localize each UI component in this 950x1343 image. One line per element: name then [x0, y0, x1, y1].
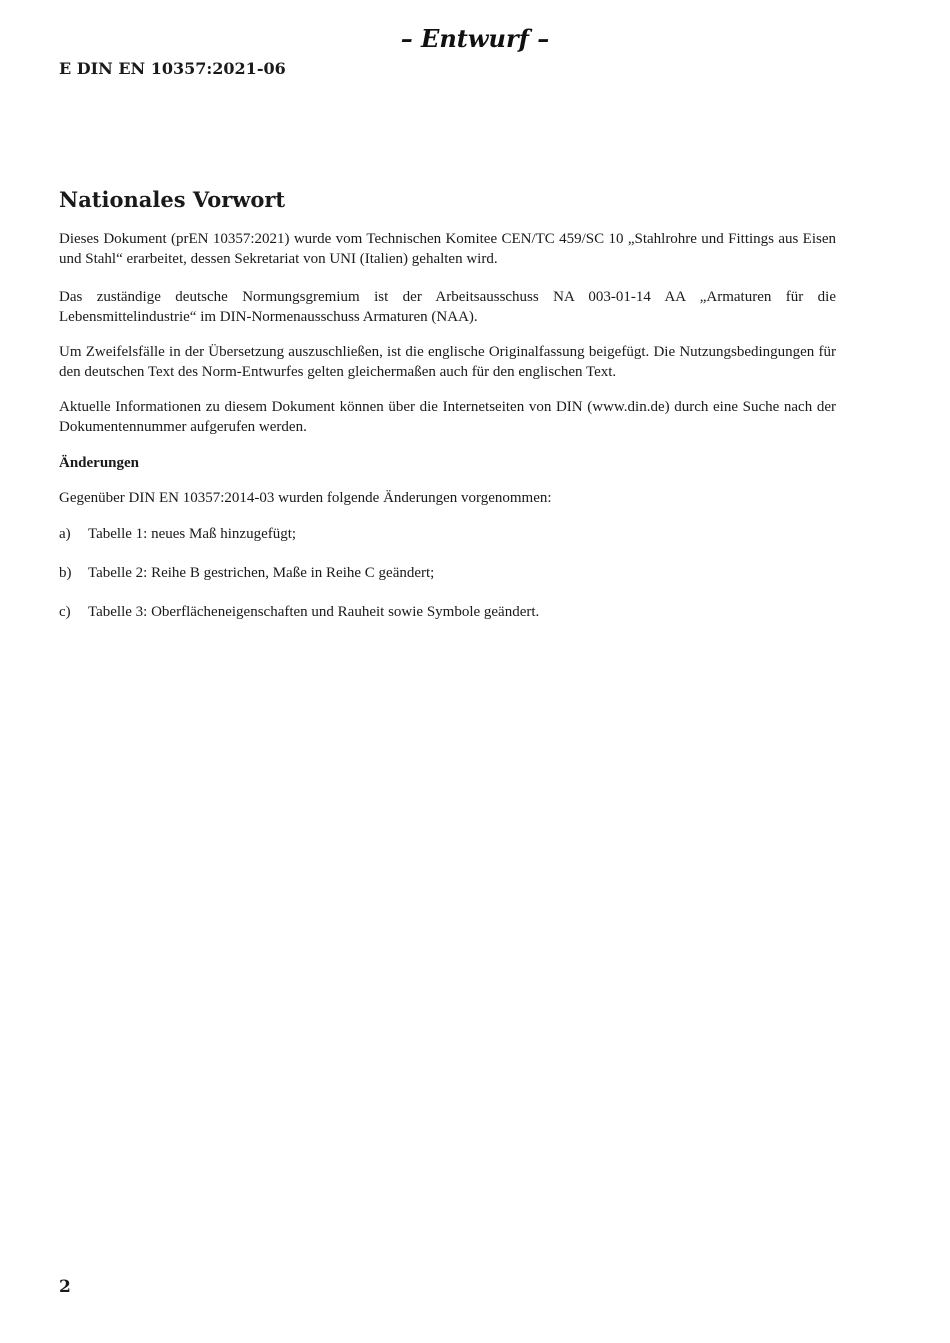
section-title: Nationales Vorwort	[59, 187, 286, 212]
document-id: E DIN EN 10357:2021-06	[59, 59, 286, 78]
list-item	[59, 525, 836, 545]
changes-list	[59, 525, 836, 623]
list-marker: c)	[59, 603, 71, 620]
draft-watermark: – Entwurf –	[400, 24, 550, 53]
foreword-paragraph: Das zuständige deutsche Normungsgremium ist der Arbeitsausschuss NA 003-01-14 AA „Armaturen für die Lebensmittelindustrie“ im DIN-Normenausschuss Armaturen (NAA).	[59, 289, 836, 325]
list-item-text: Tabelle 3: Oberflächeneigenschaften und Rauheit sowie Symbole geändert.	[88, 603, 540, 620]
changes-intro: Gegenüber DIN EN 10357:2014-03 wurden folgende Änderungen vorgenommen:	[59, 490, 552, 506]
page-number: 2	[59, 1277, 71, 1297]
list-marker: a)	[59, 525, 71, 542]
list-item	[59, 603, 836, 623]
list-marker: b)	[59, 564, 72, 581]
list-item-text: Tabelle 1: neues Maß hinzugefügt;	[88, 525, 297, 542]
foreword-paragraph: Um Zweifelsfälle in der Übersetzung auszuschließen, ist die englische Originalfassung beigefügt. Die Nutzungsbedingungen für den deutschen Text des Norm-Entwurfes gelten gleichermaßen auch für den englischen Text.	[59, 344, 836, 380]
foreword-paragraph: Dieses Dokument (prEN 10357:2021) wurde vom Technischen Komitee CEN/TC 459/SC 10 „Stahlrohre und Fittings aus Eisen und Stahl“ erarbeitet, dessen Sekretariat von UNI (Italien) gehalten wird.	[59, 231, 836, 267]
foreword-paragraph: Aktuelle Informationen zu diesem Dokument können über die Internetseiten von DIN (www.din.de) durch eine Suche nach der Dokumentennummer aufgerufen werden.	[59, 399, 836, 435]
page-content	[59, 186, 836, 642]
changes-heading: Änderungen	[59, 455, 140, 471]
list-item-text: Tabelle 2: Reihe B gestrichen, Maße in Reihe C geändert;	[88, 564, 435, 581]
list-item	[59, 564, 836, 584]
